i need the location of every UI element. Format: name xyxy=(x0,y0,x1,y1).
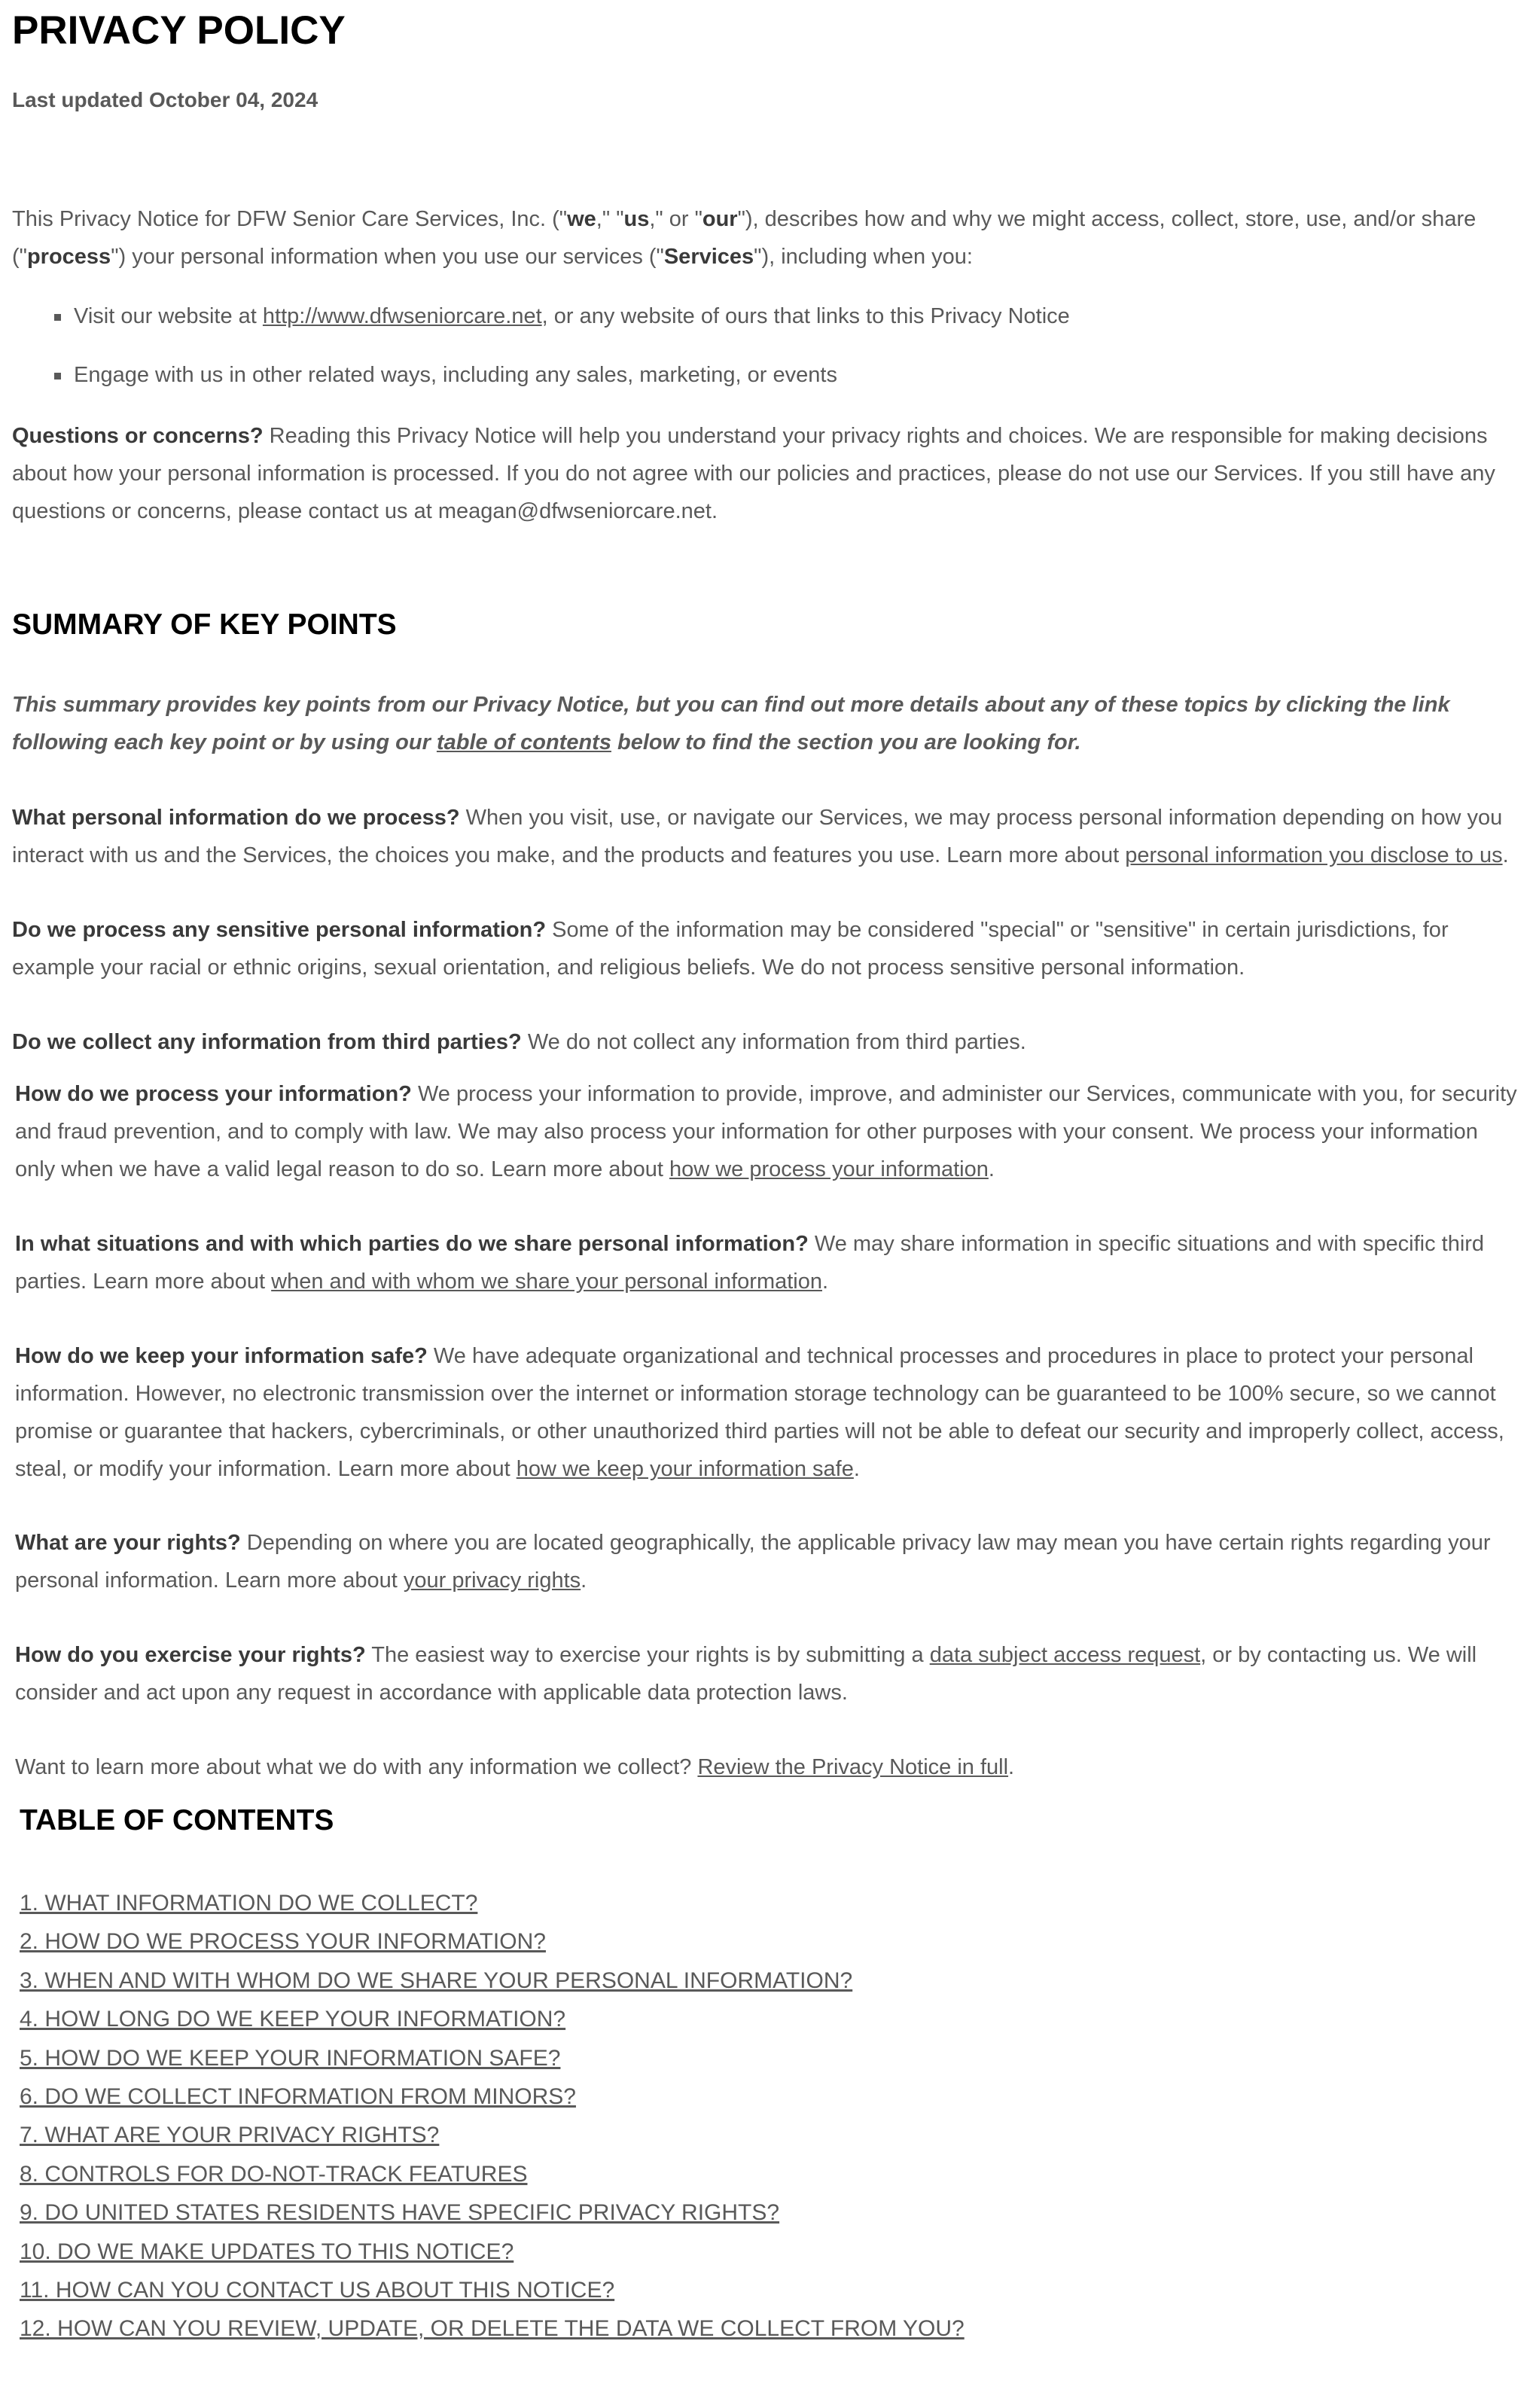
key-point-text: We have adequate organizational and technical processes and procedures in place to protect your personal information. However, no electronic transmission over the internet or information storage technology can be guaranteed to be 100% secure, so we cannot promise or guarantee that hackers, cybercriminals, or other unauthorized third parties will not be able to defeat our security and improperly collect, access, steal, or modify your information. Learn more about xyxy=(15,1344,1504,1481)
toc-item-link[interactable]: 4. HOW LONG DO WE KEEP YOUR INFORMATION? xyxy=(20,2007,566,2032)
bullet-engage: Engage with us in other related ways, including any sales, marketing, or events xyxy=(12,346,1514,404)
share-info-link[interactable]: when and with whom we share your personal information xyxy=(271,1270,822,1294)
toc-item xyxy=(20,2077,1518,2116)
key-point-text: When you visit, use, or navigate our Services, we may process personal information depending on how you interact with us and the Services, the choices you make, and the products and features you use. Learn more about xyxy=(12,806,1503,867)
toc-item xyxy=(20,2000,1518,2038)
key-point-text: . xyxy=(853,1457,860,1481)
key-point-label: How do we keep your information safe? xyxy=(15,1344,428,1368)
toc-item xyxy=(20,2309,1518,2348)
summary-heading: SUMMARY OF KEY POINTS xyxy=(12,608,397,641)
process-info-link[interactable]: how we process your information xyxy=(669,1157,989,1181)
privacy-rights-link[interactable]: your privacy rights xyxy=(403,1568,581,1593)
summary-intro-text: below to find the section you are looking for. xyxy=(611,730,1081,754)
toc-item xyxy=(20,1922,1518,1961)
intro-text: This Privacy Notice for DFW Senior Care Services, Inc. (" xyxy=(12,207,568,231)
key-point-text: We process your information to provide, improve, and administer our Services, communicate with you, for security and fraud prevention, and to comply with law. We may also process your information for other purposes with your consent. We process your information only when we have a valid legal reason to do so. Learn more about xyxy=(15,1082,1517,1181)
toc-item-link[interactable]: 6. DO WE COLLECT INFORMATION FROM MINORS? xyxy=(20,2084,576,2110)
key-point-text: , or by contacting us. We will consider and act upon any request in accordance with applicable data protection laws. xyxy=(15,1643,1477,1705)
intro-text: ," or " xyxy=(649,207,702,231)
toc-heading: TABLE OF CONTENTS xyxy=(20,1804,334,1836)
toc-item xyxy=(20,2039,1518,2077)
last-updated: Last updated October 04, 2024 xyxy=(12,88,318,111)
toc-item xyxy=(20,1961,1518,2000)
key-point-label: How do we process your information? xyxy=(15,1082,412,1106)
toc-item-link[interactable]: 7. WHAT ARE YOUR PRIVACY RIGHTS? xyxy=(20,2123,440,2148)
key-point-label: What are your rights? xyxy=(15,1531,241,1555)
key-point-rights xyxy=(15,1524,1517,1599)
key-point-text: . xyxy=(821,1270,829,1294)
key-point-label: What personal information do we process? xyxy=(12,806,460,830)
key-point-personal-info xyxy=(12,799,1514,874)
key-point-sensitive-info xyxy=(12,911,1514,986)
intro-term-services: Services xyxy=(663,245,754,269)
personal-info-link[interactable]: personal information you disclose to us xyxy=(1125,843,1503,867)
toc-link[interactable]: table of contents xyxy=(436,730,611,754)
toc-item-link[interactable]: 2. HOW DO WE PROCESS YOUR INFORMATION? xyxy=(20,1929,546,1955)
toc-item-link[interactable]: 11. HOW CAN YOU CONTACT US ABOUT THIS NOTICE? xyxy=(20,2278,615,2303)
questions-label: Questions or concerns? xyxy=(12,424,264,448)
dsar-link[interactable]: data subject access request xyxy=(929,1643,1201,1667)
toc-item xyxy=(20,2155,1518,2193)
key-point-text: Depending on where you are located geographically, the applicable privacy law may mean you have certain rights regarding your personal information. Learn more about xyxy=(15,1531,1491,1593)
summary-intro xyxy=(12,686,1514,761)
key-point-info-safe xyxy=(15,1337,1517,1488)
intro-bullet-list xyxy=(12,287,1514,404)
learn-more-text: Want to learn more about what we do with any information we collect? xyxy=(15,1755,698,1779)
toc-item xyxy=(20,2233,1518,2271)
key-point-text: . xyxy=(1502,843,1509,867)
toc-item-link[interactable]: 10. DO WE MAKE UPDATES TO THIS NOTICE? xyxy=(20,2239,514,2264)
key-point-text: The easiest way to exercise your rights is by submitting a xyxy=(365,1643,930,1667)
key-point-text: We do not collect any information from third parties. xyxy=(521,1030,1026,1054)
toc-item-link[interactable]: 12. HOW CAN YOU REVIEW, UPDATE, OR DELETE THE DATA WE COLLECT FROM YOU? xyxy=(20,2316,965,2342)
toc-item xyxy=(20,1884,1518,1922)
toc-item-link[interactable]: 1. WHAT INFORMATION DO WE COLLECT? xyxy=(20,1891,478,1916)
toc-item-link[interactable]: 5. HOW DO WE KEEP YOUR INFORMATION SAFE? xyxy=(20,2045,561,2071)
intro-term-our: our xyxy=(702,207,738,231)
intro-term-us: us xyxy=(623,207,650,231)
learn-more-text: . xyxy=(1008,1755,1015,1779)
bullet-website xyxy=(12,287,1514,346)
key-point-text: . xyxy=(988,1157,995,1181)
intro-text: "), including when you: xyxy=(754,245,973,269)
intro-paragraph xyxy=(12,200,1514,276)
key-point-label: Do we process any sensitive personal information? xyxy=(12,918,547,942)
key-point-third-parties xyxy=(12,1023,1514,1061)
questions-text: Reading this Privacy Notice will help you understand your privacy rights and choices. We are responsible for making decisions about how your personal information is processed. If you do not agree with our policies and practices, please do not use our Services. If you still have any questions or concerns, please contact us at meagan@dfwseniorcare.net. xyxy=(12,424,1495,523)
key-point-label: Do we collect any information from third parties? xyxy=(12,1030,522,1054)
intro-text: ") your personal information when you use our services (" xyxy=(111,245,664,269)
toc-list xyxy=(20,1884,1518,2349)
key-point-text: We may share information in specific situations and with specific third parties. Learn more about xyxy=(15,1232,1485,1294)
toc-item-link[interactable]: 8. CONTROLS FOR DO-NOT-TRACK FEATURES xyxy=(20,2161,528,2187)
page-title: PRIVACY POLICY xyxy=(12,8,346,53)
key-point-label: In what situations and with which parties do we share personal information? xyxy=(15,1232,809,1256)
key-point-text: Some of the information may be considered "special" or "sensitive" in certain jurisdictions, for example your racial or ethnic origins, sexual orientation, and religious beliefs. We do not process sensitive personal information. xyxy=(12,918,1449,980)
key-point-share-info xyxy=(15,1225,1517,1300)
key-point-exercise-rights xyxy=(15,1636,1517,1712)
intro-text: ," " xyxy=(596,207,624,231)
info-safe-link[interactable]: how we keep your information safe xyxy=(516,1457,854,1481)
toc-item xyxy=(20,2271,1518,2309)
intro-term-we: we xyxy=(567,207,596,231)
intro-term-process: process xyxy=(26,245,111,269)
key-point-label: How do you exercise your rights? xyxy=(15,1643,366,1667)
learn-more-paragraph xyxy=(15,1748,1517,1786)
intro-text: "), describes how and why we might access, collect, store, use, and/or share (" xyxy=(12,207,1477,269)
website-link[interactable]: http://www.dfwseniorcare.net xyxy=(262,304,542,328)
toc-item xyxy=(20,2193,1518,2232)
bullet-text: , or any website of ours that links to this Privacy Notice xyxy=(541,304,1070,328)
bullet-text: Visit our website at xyxy=(74,304,263,328)
questions-paragraph xyxy=(12,417,1514,530)
toc-item-link[interactable]: 9. DO UNITED STATES RESIDENTS HAVE SPECIFIC PRIVACY RIGHTS? xyxy=(20,2200,780,2226)
summary-intro-text: This summary provides key points from our Privacy Notice, but you can find out more details about any of these topics by clicking the link following each key point or by using our xyxy=(12,693,1450,754)
key-point-process-info xyxy=(15,1075,1517,1188)
toc-item-link[interactable]: 3. WHEN AND WITH WHOM DO WE SHARE YOUR PERSONAL INFORMATION? xyxy=(20,1968,853,1993)
toc-item xyxy=(20,2116,1518,2154)
review-full-notice-link[interactable]: Review the Privacy Notice in full xyxy=(697,1755,1009,1779)
key-point-text: . xyxy=(581,1568,587,1593)
